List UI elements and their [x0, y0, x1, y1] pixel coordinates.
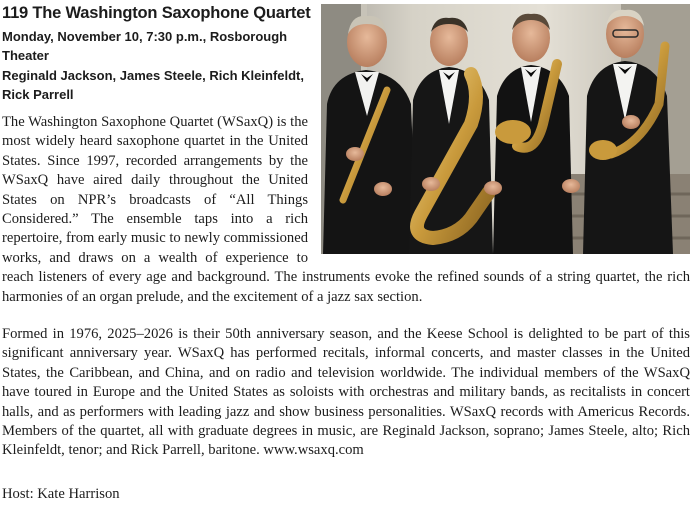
- description-paragraph-2: Formed in 1976, 2025–2026 is their 50th anniversary season, and the Keese School is delighted to be part of this significant anniversary year. WSaxQ has performed recitals, informal concerts, and master classes in the United States, the Caribbean, and China, and on radio and television worldwide. The individual members of the WSaxQ have toured in Europe and the United States as soloists with orchestras and military bands, as recitalists in concert halls, and as performers with leading jazz and show business personalities. WSaxQ records with Americus Records. Members of the quartet, all with graduate degrees in music, are Reginald Jackson, soprano; James Steele, alto; Rich Kleinfeldt, tenor; and Rick Parrell, baritone. www.wsaxq.com: [2, 326, 690, 459]
- event-title: 119 The Washington Saxophone Quartet: [2, 4, 311, 22]
- host-line: Host: Kate Harrison: [2, 486, 120, 502]
- description-paragraph-1-text: The Washington Saxophone Quartet (WSaxQ) is the most widely heard saxophone quartet in the United States. Since 1997, recorded arrangements by the WSaxQ have aired daily throughout the United States on NPR’s broadcasts of “All Things Considered.” The ensemble taps into a rich repertoire, from early music to newly commissioned works, and draws on a wealth of experience to reach listeners of every age and background. The instruments evoke the refined sounds of a string quartet, the rich harmonies of an organ prelude, and the excitement of a jazz sax section.: [2, 114, 690, 305]
- photo-float-spacer: [308, 113, 690, 267]
- program-entry: [2, 0, 690, 505]
- event-date-venue-line1: Monday, November 10, 7:30 p.m., Rosborough: [2, 29, 288, 44]
- description-paragraph-1: [2, 113, 690, 307]
- event-date-venue-line2: Theater: [2, 48, 49, 63]
- performers-line2: Rick Parrell: [2, 87, 74, 102]
- performers-line1: Reginald Jackson, James Steele, Rich Kleinfeldt,: [2, 68, 304, 83]
